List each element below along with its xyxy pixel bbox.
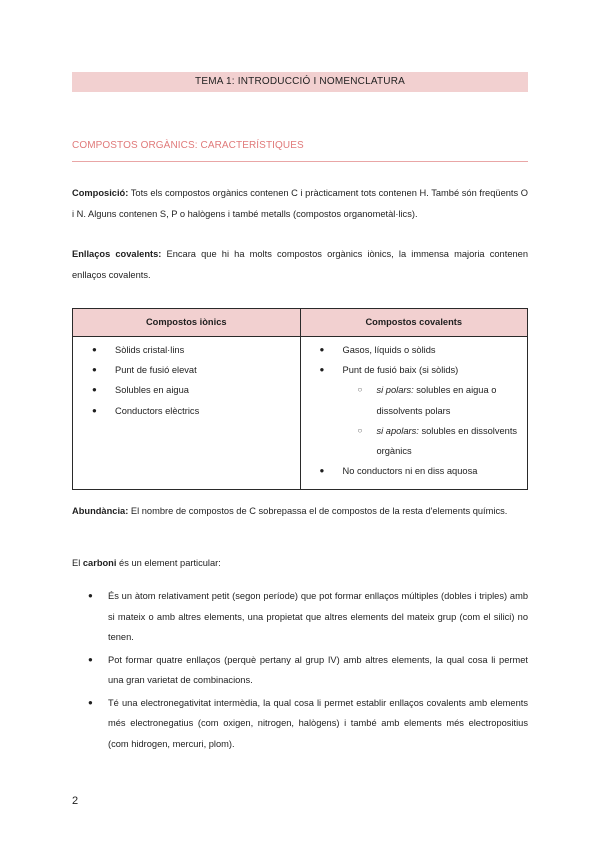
bullet-icon: ● [92,345,97,354]
table-header-row [73,309,527,337]
list-item: ● Sòlids cristal·lins [73,340,300,360]
hollow-bullet-icon: ○ [357,385,363,395]
abundancia-paragraph [72,501,528,522]
enllacos-label: Enllaços covalents: [72,249,162,259]
covalents-column [301,337,528,489]
bullet-icon: ● [319,365,325,375]
list-item: ● Solubles en aigua [73,380,300,400]
bullet-icon: ● [92,405,97,415]
table-header-covalents: Compostos covalents [365,317,463,327]
page-number: 2 [72,795,79,807]
hollow-bullet-icon: ○ [357,425,363,435]
composicio-text: Tots els compostos orgànics contenen C i pràcticament tots contenen H. També són freqüents O i N. Alguns contenen S, P o halògens i també metalls (compostos organometàl·lics). [72,188,528,219]
composicio-paragraph [72,183,528,225]
section-divider [72,161,528,162]
list-item: ● Gasos, líquids o sòlids [301,340,528,360]
abundancia-label: Abundància: [72,506,129,516]
composicio-label: Composició: [72,188,129,198]
bullet-icon: ● [319,466,325,476]
table-header-ionics: Compostos iònics [73,309,301,336]
list-item: ● Punt de fusió baix (si sòlids) [301,360,528,380]
bullet-icon: ● [88,654,93,664]
carboni-list [72,586,528,754]
list-item: ● No conductors ni en diss aquosa [301,461,528,481]
list-item: ● Punt de fusió elevat [73,360,300,380]
bullet-icon: ● [88,697,93,707]
bullet-icon: ● [319,345,325,354]
enllacos-paragraph [72,244,528,286]
bullet-icon: ● [92,385,97,395]
section-heading: COMPOSTOS ORGÀNICS: CARACTERÍSTIQUES [72,140,304,151]
list-item: ● Conductors elèctrics [73,401,300,421]
carboni-intro: El carboni és un element particular: [72,558,221,568]
abundancia-text: El nombre de compostos de C sobrepassa el de compostos de la resta d'elements químics. [128,506,508,516]
bullet-icon: ● [88,591,93,600]
table-body-row [73,337,527,489]
bullet-icon: ● [92,365,97,375]
carboni-bold: carboni [82,558,117,568]
sub-list-item: ○ si apolars: solubles en dissolvents orgànics [301,421,528,461]
sub-list-item: ○ si polars: solubles en aigua o dissolvents polars [301,380,528,420]
comparison-table [72,308,528,490]
chapter-title-band: TEMA 1: INTRODUCCIÓ I NOMENCLATURA [72,72,528,92]
list-item: ● Pot formar quatre enllaços (perquè pertany al grup IV) amb altres elements, la qual cosa li permet una gran varietat de combinacions. [72,650,528,691]
ionics-column [73,337,301,489]
list-item: ● Té una electronegativitat intermèdia, la qual cosa li permet establir enllaços covalents amb elements més electronegatius (com oxigen, nitrogen, halògens) i també amb elements més electropositius (com hidrogen, mercuri, plom). [72,693,528,755]
enllacos-text: Encara que hi ha molts compostos orgànics iònics, la immensa majoria contenen enllaços covalents. [72,249,528,280]
list-item: ● És un àtom relativament petit (segon període) que pot formar enllaços múltiples (dobles i triples) amb si mateix o amb altres elements, una propietat que altres elements del mateix grup (com el silici) no tenen. [72,586,528,648]
